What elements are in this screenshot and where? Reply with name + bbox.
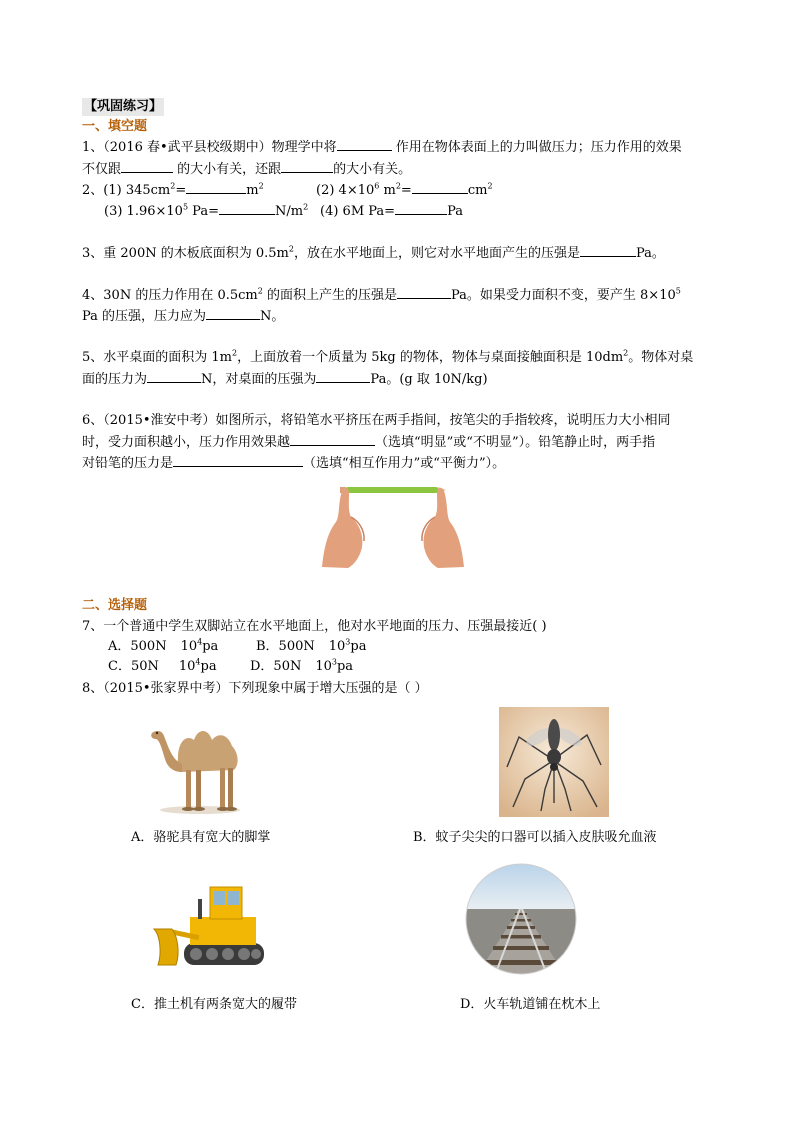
q2a-exp: 2: [170, 181, 176, 191]
q7b-exp: 3: [345, 637, 351, 647]
q2b-unit-exp: 2: [487, 181, 493, 191]
q2c-text: (3) 1.96×10: [104, 204, 183, 219]
q1-text-l2-mid: 的大小有关，还跟: [173, 162, 282, 177]
q7c-unit: pa: [200, 659, 217, 674]
q5-end: 。物体对桌: [628, 350, 694, 365]
q2b-unit: cm: [467, 183, 488, 198]
q2a-unit-exp: 2: [258, 181, 264, 191]
q2c-mid: Pa=: [188, 204, 219, 219]
q2c-blank[interactable]: [219, 202, 275, 215]
q8-option-d[interactable]: D．火车轨道铺在枕木上: [460, 997, 601, 1012]
q2-line1: [82, 181, 264, 200]
q2a-blank[interactable]: [186, 181, 246, 194]
q7c-pow: 10: [178, 659, 196, 674]
q3-unit: Pa。: [635, 246, 665, 261]
q8-option-a[interactable]: A．骆驼具有宽大的脚掌: [131, 830, 271, 845]
q7d-pow: 10: [315, 659, 332, 674]
q7a-label: A．500N: [108, 639, 167, 654]
q6-end-l3: （选填“相互作用力”或“平衡力”）。: [303, 456, 506, 471]
q1-text-l2-end: 的大小有关。: [333, 162, 412, 177]
q7-option-a[interactable]: [108, 638, 218, 656]
q5-line1: [82, 349, 693, 367]
q2-line2: [104, 202, 308, 221]
q6-line3: [82, 454, 505, 473]
q8-stem: 8、（2015•张家界中考）下列现象中属于增大压强的是（ ）: [82, 681, 428, 696]
q5-end-l2: Pa。(g 取 10N/kg): [370, 372, 488, 387]
q2b-blank[interactable]: [412, 181, 468, 194]
q4-mid2: Pa。如果受力面积不变，要产生 8×10: [450, 288, 676, 303]
q1-blank-1[interactable]: [337, 138, 392, 151]
q3-exp: 2: [288, 244, 294, 254]
q8-option-c[interactable]: C．推土机有两条宽大的履带: [131, 997, 297, 1012]
q5-mid-l2: N，对桌面的压强为: [201, 372, 317, 387]
q7d-exp: 3: [331, 657, 337, 667]
q7a-unit: pa: [202, 639, 219, 654]
q7d-label: D．50N: [250, 659, 302, 674]
q4-blank-2[interactable]: [206, 307, 260, 320]
q4-blank-1[interactable]: [397, 286, 451, 299]
q4-line2: [82, 307, 284, 326]
q7a-pow: 10: [180, 639, 198, 654]
q7-stem: 7、一个普通中学生双脚站立在水平地面上，他对水平地面的压力、压强最接近( ): [82, 619, 547, 634]
q2b-text: (2) 4×10: [316, 183, 375, 198]
q5-blank-1[interactable]: [147, 370, 201, 383]
q7-option-d[interactable]: [250, 658, 353, 676]
q5-exp2: 2: [623, 348, 629, 358]
q4-unit: N。: [260, 309, 285, 324]
q3-line: [82, 244, 665, 263]
q1-text-l2: 不仅跟: [82, 162, 122, 177]
q3-mid: ，放在水平地面上，则它对水平地面产生的压强是: [293, 246, 580, 261]
q7d-unit: pa: [336, 659, 354, 674]
railway-image: [465, 863, 577, 975]
bulldozer-image: [150, 877, 268, 972]
mosquito-image: [499, 707, 609, 817]
q6-text-l2: 时，受力面积越小，压力作用效果越: [82, 435, 291, 450]
q1-text: 1、（2016 春•武平县校级期中）物理学中将: [82, 140, 337, 155]
q5-blank-2[interactable]: [316, 370, 370, 383]
q4-mid: 的面积上产生的压强是: [262, 288, 397, 303]
q4-text: 4、30N 的压力作用在 0.5cm: [82, 288, 258, 303]
q5-mid: ，上面放着一个质量为 5kg 的物体，物体与桌面接触面积是 10dm: [237, 350, 624, 365]
q7a-exp: 4: [197, 637, 203, 647]
q6-blank-1[interactable]: [290, 433, 375, 446]
q5-text-l2: 面的压力为: [82, 372, 148, 387]
q6-blank-2[interactable]: [173, 454, 303, 467]
q6-end-l2: （选填“明显”或“不明显”）。铅笔静止时，两手指: [375, 435, 656, 450]
q2b-eq: =: [400, 183, 412, 198]
heading-choice: 二、选择题: [82, 598, 148, 613]
q2c-unit: N/m: [274, 204, 304, 219]
q2b-mid: m: [379, 183, 396, 198]
q1-text-mid: 作用在物体表面上的力叫做压力；压力作用的效果: [391, 140, 682, 155]
q2d-blank[interactable]: [395, 202, 447, 215]
q5-line2: [82, 370, 488, 389]
q2d-unit: Pa: [447, 204, 463, 219]
q1-line2: [82, 160, 411, 179]
q4-line1: [82, 286, 681, 305]
section-box-title: 【巩固练习】: [84, 99, 163, 114]
q2-line2b: [320, 202, 463, 221]
q7-option-b[interactable]: [256, 638, 366, 656]
q5-text: 5、水平桌面的面积为 1m: [82, 350, 233, 365]
q2a-eq: =: [175, 183, 187, 198]
q1-blank-3[interactable]: [281, 160, 333, 173]
q2a-text: 2、(1) 345cm: [82, 183, 171, 198]
q1-line1: [82, 138, 682, 157]
q7-option-c[interactable]: [108, 658, 217, 676]
q4-exp2: 5: [675, 286, 681, 296]
q3-blank[interactable]: [580, 244, 636, 257]
q4-text-l2: Pa 的压强，压力应为: [82, 309, 207, 324]
q1-blank-2[interactable]: [121, 160, 173, 173]
q6-text-l3: 对铅笔的压力是: [82, 456, 174, 471]
q6-line2: [82, 433, 655, 452]
q2b-exp: 6: [374, 181, 380, 191]
q2a-unit: m: [246, 183, 259, 198]
q2c-unit-exp: 2: [303, 202, 309, 212]
q7b-label: B．500N: [256, 639, 315, 654]
q2-line1b: [316, 181, 493, 200]
heading-fill-blank: 一、填空题: [82, 119, 148, 134]
q7b-pow: 10: [328, 639, 346, 654]
pencil-hands-image: [318, 477, 468, 569]
camel-image: [148, 706, 252, 816]
q2b-mexp: 2: [395, 181, 401, 191]
q8-option-b[interactable]: B．蚊子尖尖的口器可以插入皮肤吸允血液: [413, 830, 657, 845]
q2c-exp: 5: [182, 202, 189, 212]
q7c-label: C．50N: [108, 659, 159, 674]
q5-exp: 2: [232, 348, 238, 358]
q7c-exp: 4: [195, 657, 201, 667]
q6-line1: 6、（2015•淮安中考）如图所示，将铅笔水平挤压在两手指间，按笔尖的手指较疼，说明压力大小相同: [82, 413, 671, 428]
q3-text: 3、重 200N 的木板底面积为 0.5m: [82, 246, 289, 261]
q7b-unit: pa: [350, 639, 367, 654]
q2d-text: (4) 6M Pa=: [320, 204, 396, 219]
q4-exp: 2: [257, 286, 263, 296]
